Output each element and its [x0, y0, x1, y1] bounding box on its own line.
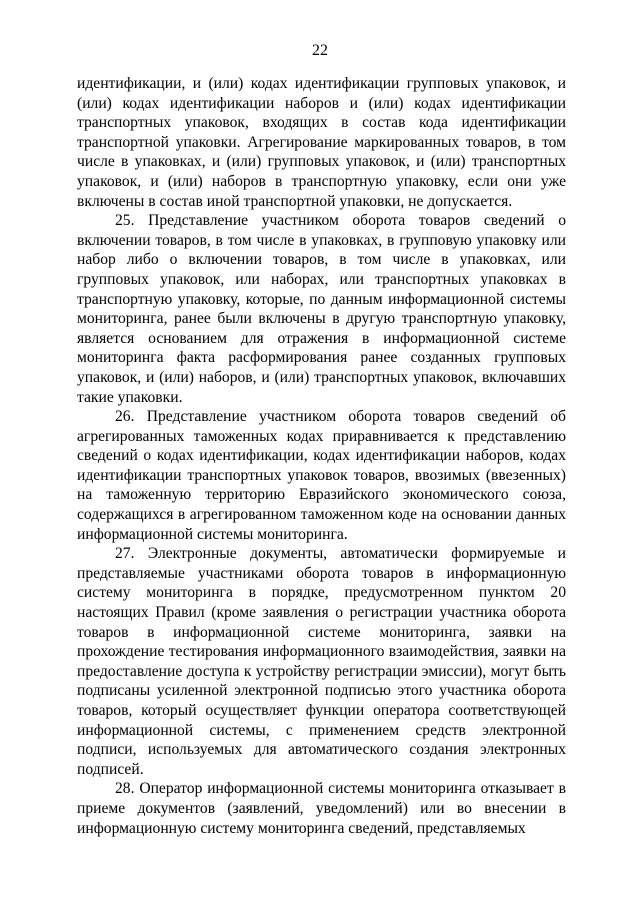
- paragraph-28: 28. Оператор информационной системы мониторинга отказывает в приеме документов (заявлений, уведомлений) или во внесении в информационную систему мониторинга сведений, представляемых: [77, 780, 566, 837]
- paragraph-25: 25. Представление участником оборота товаров сведений о включении товаров, в том числе в упаковках, в групповую упаковку или набор либо о включении товаров, в том числе в упаковках, или групповых упаковок, или наборах, или транспортных упаковках в транспортную упаковку, которые, по данным информационной системы мониторинга, ранее были включены в другую транспортную упаковку, является основанием для отражения в информационной системе мониторинга факта расформирования ранее созданных групповых упаковок, и (или) наборов, и (или) транспортных упаковок, включавших такие упаковки.: [77, 212, 566, 406]
- document-body: [77, 74, 566, 838]
- page-number: 22: [312, 42, 328, 59]
- paragraph-27: 27. Электронные документы, автоматически формируемые и представляемые участниками оборота товаров в информационную систему мониторинга в порядке, предусмотренном пунктом 20 настоящих Правил (кроме заявления о регистрации участника оборота товаров в информационной системе мониторинга, заявки на прохождение тестирования информационного взаимодействия, заявки на предоставление доступа к устройству регистрации эмиссии), могут быть подписаны усиленной электронной подписью этого участника оборота товаров, который осуществляет функции оператора соответствующей информационной системы, с применением средств электронной подписи, используемых для автоматического создания электронных подписей.: [77, 545, 566, 778]
- paragraph-26: 26. Представление участником оборота товаров сведений об агрегированных таможенных кодах приравнивается к представлению сведений о кодах идентификации, кодах идентификации наборов, кодах идентификации транспортных упаковок товаров, ввозимых (ввезенных) на таможенную территорию Евразийского экономического союза, содержащихся в агрегированном таможенном коде на основании данных информационной системы мониторинга.: [77, 408, 566, 543]
- paragraph-24-continuation: идентификации, и (или) кодах идентификации групповых упаковок, и (или) кодах идентификации наборов и (или) кодах идентификации транспортных упаковок, входящих в состав кода идентификации транспортной упаковки. Агрегирование маркированных товаров, в том числе в упаковках, и (или) групповых упаковок, и (или) транспортных упаковок, и (или) наборов в транспортную упаковку, если они уже включены в состав иной транспортной упаковки, не допускается.: [77, 75, 566, 210]
